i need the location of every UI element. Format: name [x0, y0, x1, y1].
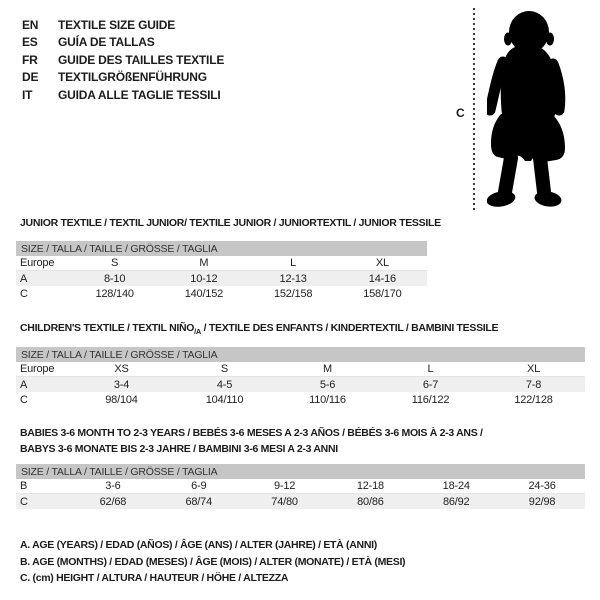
table-row-height: [16, 392, 585, 407]
children-title-text: CHILDREN'S TEXTILE / TEXTIL NIÑO: [20, 322, 195, 334]
language-title: GUIDE DES TAILLES TEXTILE: [58, 52, 225, 67]
table-cell: 14-16: [368, 272, 396, 285]
language-title-list: [22, 16, 224, 104]
table-cell: 116/122: [411, 393, 450, 406]
table-cell: S: [111, 257, 119, 269]
table-cell: 12-18: [356, 480, 384, 492]
table-row-height: [16, 494, 585, 509]
babies-size-table: [16, 464, 585, 509]
table-cell: XL: [375, 257, 389, 269]
table-cell: 3-4: [113, 378, 130, 391]
size-header-bar: SIZE / TALLA / TAILLE / GRÖSSE / TAGLIA: [16, 464, 585, 479]
height-measure-label: C: [456, 106, 465, 120]
table-row-age-months: [16, 479, 585, 494]
table-cell: 6-7: [422, 378, 439, 391]
language-code: EN: [22, 17, 39, 32]
babies-title-line2: BABYS 3-6 MONATE BIS 2-3 JAHRE / BAMBINI 3-6 MESI A 2-3 ANNI: [20, 443, 338, 455]
junior-section-title: JUNIOR TEXTILE / TEXTIL JUNIOR/ TEXTILE JUNIOR / JUNIORTEXTIL / JUNIOR TESSILE: [20, 217, 441, 229]
table-cell: XS: [114, 363, 129, 375]
table-cell: 92/98: [528, 495, 556, 508]
table-cell: 98/104: [105, 393, 138, 406]
table-row-europe: [16, 256, 427, 271]
language-row-de: [22, 69, 224, 87]
table-cell: 74/80: [271, 495, 298, 508]
size-header-bar: SIZE / TALLA / TAILLE / GRÖSSE / TAGLIA: [16, 241, 427, 256]
row-label: C: [20, 393, 28, 406]
table-cell: 10-12: [190, 272, 218, 285]
children-title-subscript: /A: [194, 327, 202, 337]
table-cell: M: [199, 257, 209, 269]
language-code: FR: [22, 52, 38, 67]
table-cell: 5-6: [319, 378, 336, 391]
language-code: DE: [22, 70, 39, 85]
row-label: C: [20, 287, 28, 300]
children-section-title: [20, 322, 498, 338]
table-row-age: [16, 377, 585, 392]
table-cell: 8-10: [104, 272, 126, 285]
table-cell: 3-6: [105, 480, 121, 492]
language-title: TEXTILE SIZE GUIDE: [58, 17, 176, 32]
row-label: C: [20, 495, 28, 508]
language-title: GUÍA DE TALLAS: [58, 35, 155, 50]
table-cell: L: [427, 363, 434, 375]
language-code: ES: [22, 35, 38, 50]
row-label: A: [20, 378, 28, 391]
children-size-table: [16, 347, 585, 407]
babies-title-line1: BABIES 3-6 MONTH TO 2-3 YEARS / BEBÉS 3-6 MESES A 2-3 AÑOS / BÉBÉS 3-6 MOIS À 2-3 ANS /: [20, 427, 483, 439]
size-header-bar: SIZE / TALLA / TAILLE / GRÖSSE / TAGLIA: [16, 347, 585, 362]
babies-section-title: [20, 425, 483, 457]
table-cell: 158/170: [363, 287, 402, 300]
table-cell: 140/152: [184, 287, 224, 300]
language-row-fr: [22, 51, 224, 69]
row-label: Europe: [20, 363, 55, 375]
table-cell: XL: [526, 363, 541, 375]
language-row-it: [22, 86, 224, 104]
children-title-text: / TEXTILE DES ENFANTS / KINDERTEXTIL / BAMBINI TESSILE: [201, 322, 499, 334]
table-cell: 68/74: [185, 495, 212, 508]
language-title: TEXTILGRÖßENFÜHRUNG: [58, 70, 207, 85]
table-cell: 62/68: [99, 495, 127, 508]
legend-line-b: B. AGE (MONTHS) / EDAD (MESES) / ÂGE (MOIS) / ALTER (MONATE) / ETÀ (MESI): [20, 555, 406, 568]
table-cell: S: [220, 363, 229, 375]
row-label: B: [20, 480, 28, 492]
table-cell: 86/92: [442, 495, 470, 508]
language-title: GUIDA ALLE TAGLIE TESSILI: [58, 87, 221, 102]
table-cell: 152/158: [273, 287, 313, 300]
table-cell: M: [323, 363, 332, 375]
table-cell: 104/110: [205, 393, 244, 406]
language-row-es: [22, 34, 224, 52]
table-row-europe: [16, 362, 585, 377]
table-row-height: [16, 286, 427, 301]
table-cell: 110/116: [309, 393, 346, 406]
row-label: A: [20, 272, 28, 285]
table-cell: 128/140: [95, 287, 134, 300]
table-cell: 24-36: [528, 480, 556, 492]
table-cell: 7-8: [525, 378, 542, 391]
table-cell: 12-13: [279, 272, 307, 285]
table-cell: 122/128: [514, 393, 553, 406]
legend-line-c: C. (cm) HEIGHT / ALTURA / HAUTEUR / HÖHE / ALTEZZA: [20, 572, 289, 585]
table-cell: 80/86: [357, 495, 384, 508]
row-label: Europe: [20, 257, 55, 269]
table-row-age: [16, 271, 427, 286]
junior-size-table: [16, 241, 427, 301]
legend-line-a: A. AGE (YEARS) / EDAD (AÑOS) / ÂGE (ANS) / ALTER (JAHRE) / ETÀ (ANNI): [20, 539, 377, 552]
table-cell: 18-24: [442, 480, 470, 492]
height-measure-dotted-line: [473, 8, 475, 210]
table-cell: L: [290, 257, 297, 269]
baby-silhouette-image: [487, 8, 577, 208]
measurement-legend: [20, 537, 405, 587]
language-code: IT: [22, 87, 33, 102]
table-cell: 9-12: [273, 480, 296, 492]
table-cell: 4-5: [216, 378, 233, 391]
language-row-en: [22, 16, 224, 34]
table-cell: 6-9: [191, 480, 207, 492]
